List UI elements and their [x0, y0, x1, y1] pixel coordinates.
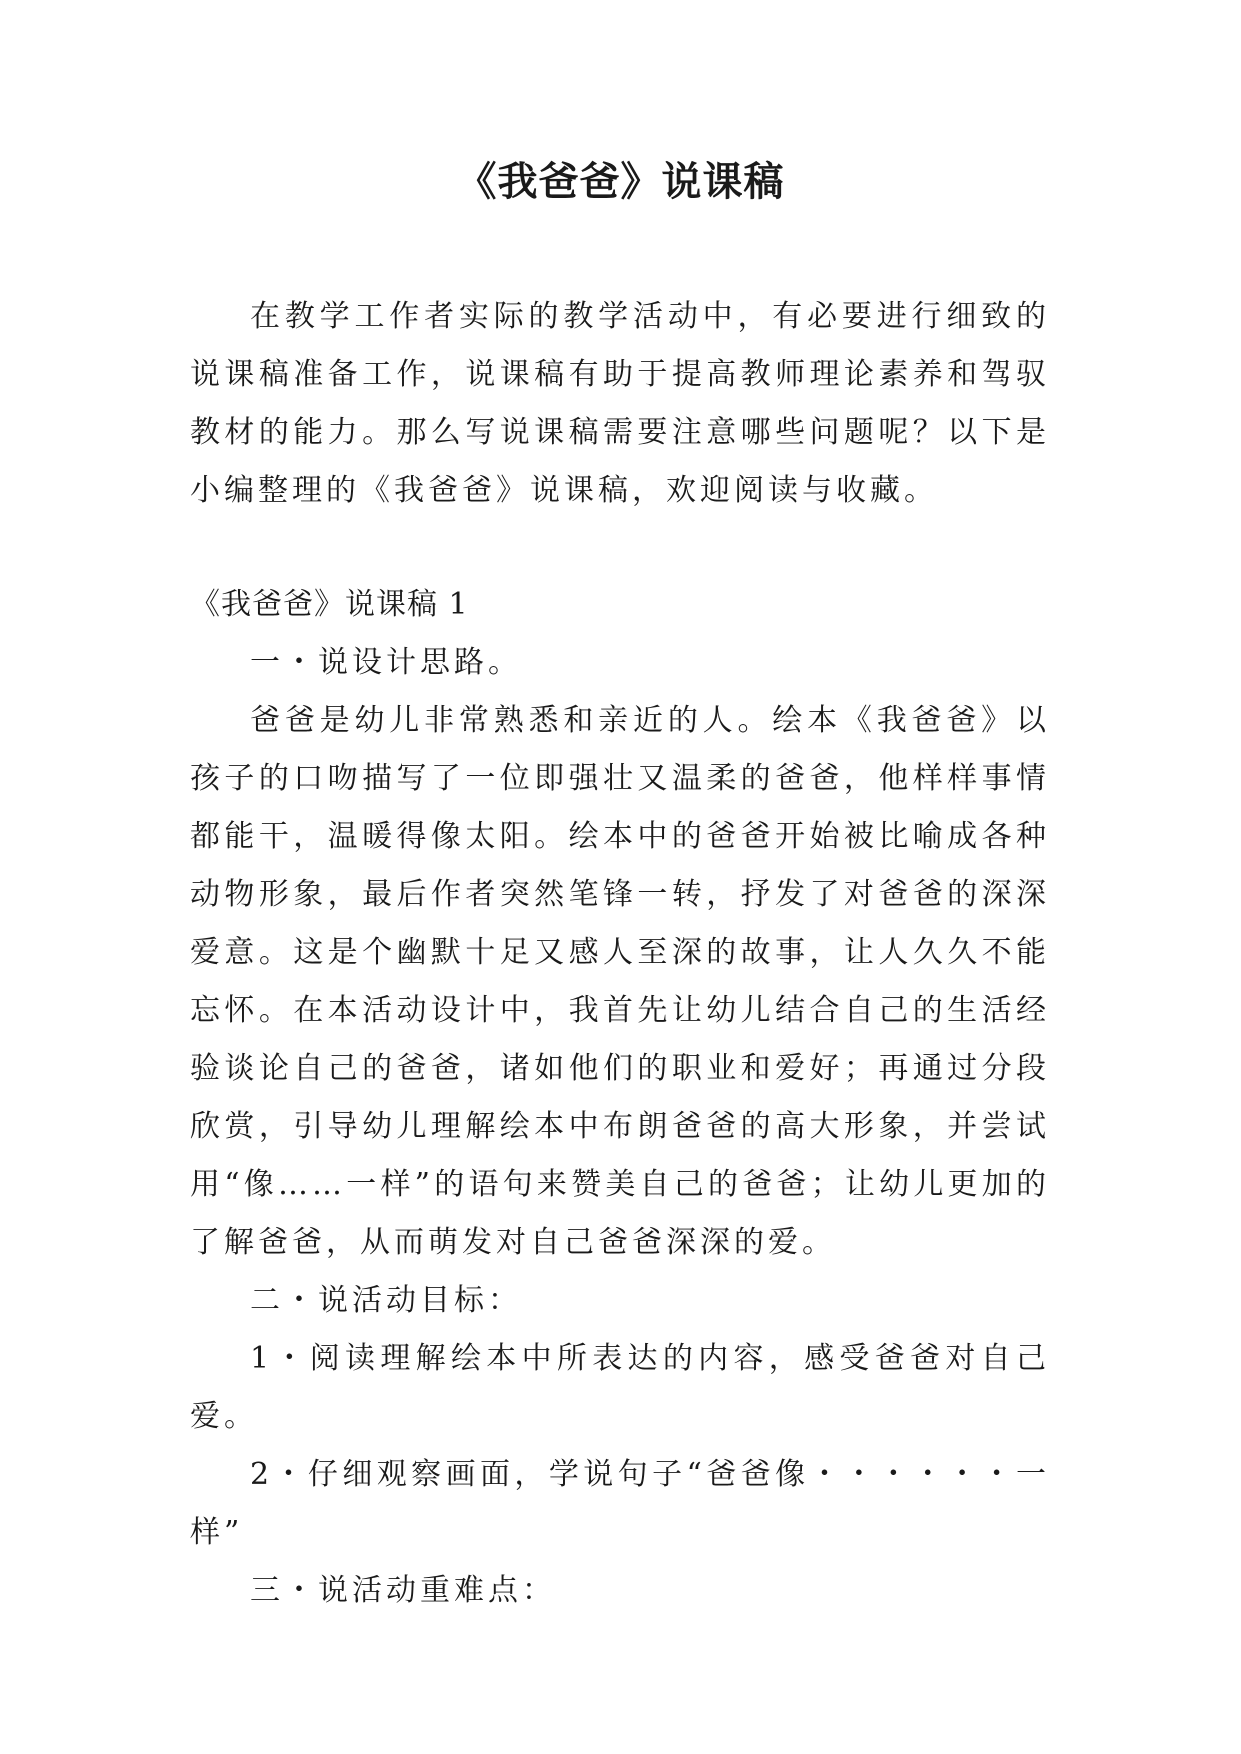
- paragraph-goal-2: 2・仔细观察画面，学说句子“爸爸像・・・・・・一样”: [190, 1457, 1050, 1550]
- paragraph-goal-1: 1・阅读理解绘本中所表达的内容，感受爸爸对自己爱。: [190, 1341, 1050, 1434]
- paragraph-keypoints-heading: 三・说活动重难点：: [250, 1573, 556, 1608]
- intro-paragraph: 在教学工作者实际的教学活动中，有必要进行细致的说课稿准备工作，说课稿有助于提高教师理论素养和驾驭教材的能力。那么写说课稿需要注意哪些问题呢？以下是小编整理的《我爸爸》说课稿，欢迎阅读与收藏。: [190, 299, 1050, 508]
- document-body: [190, 288, 1050, 1620]
- paragraph-design-body: 爸爸是幼儿非常熟悉和亲近的人。绘本《我爸爸》以孩子的口吻描写了一位即强壮又温柔的爸爸，他样样事情都能干，温暖得像太阳。绘本中的爸爸开始被比喻成各种动物形象，最后作者突然笔锋一转，抒发了对爸爸的深深爱意。这是个幽默十足又感人至深的故事，让人久久不能忘怀。在本活动设计中，我首先让幼儿结合自己的生活经验谈论自己的爸爸，诸如他们的职业和爱好；再通过分段欣赏，引导幼儿理解绘本中布朗爸爸的高大形象，并尝试用“像……一样”的语句来赞美自己的爸爸；让幼儿更加的了解爸爸，从而萌发对自己爸爸深深的爱。: [190, 703, 1050, 1260]
- page-title: 《我爸爸》说课稿: [456, 159, 785, 205]
- section-heading: 《我爸爸》说课稿 1: [190, 587, 469, 622]
- paragraph-design-heading: 一・说设计思路。: [250, 645, 522, 680]
- paragraph-goals-heading: 二・说活动目标：: [250, 1283, 522, 1318]
